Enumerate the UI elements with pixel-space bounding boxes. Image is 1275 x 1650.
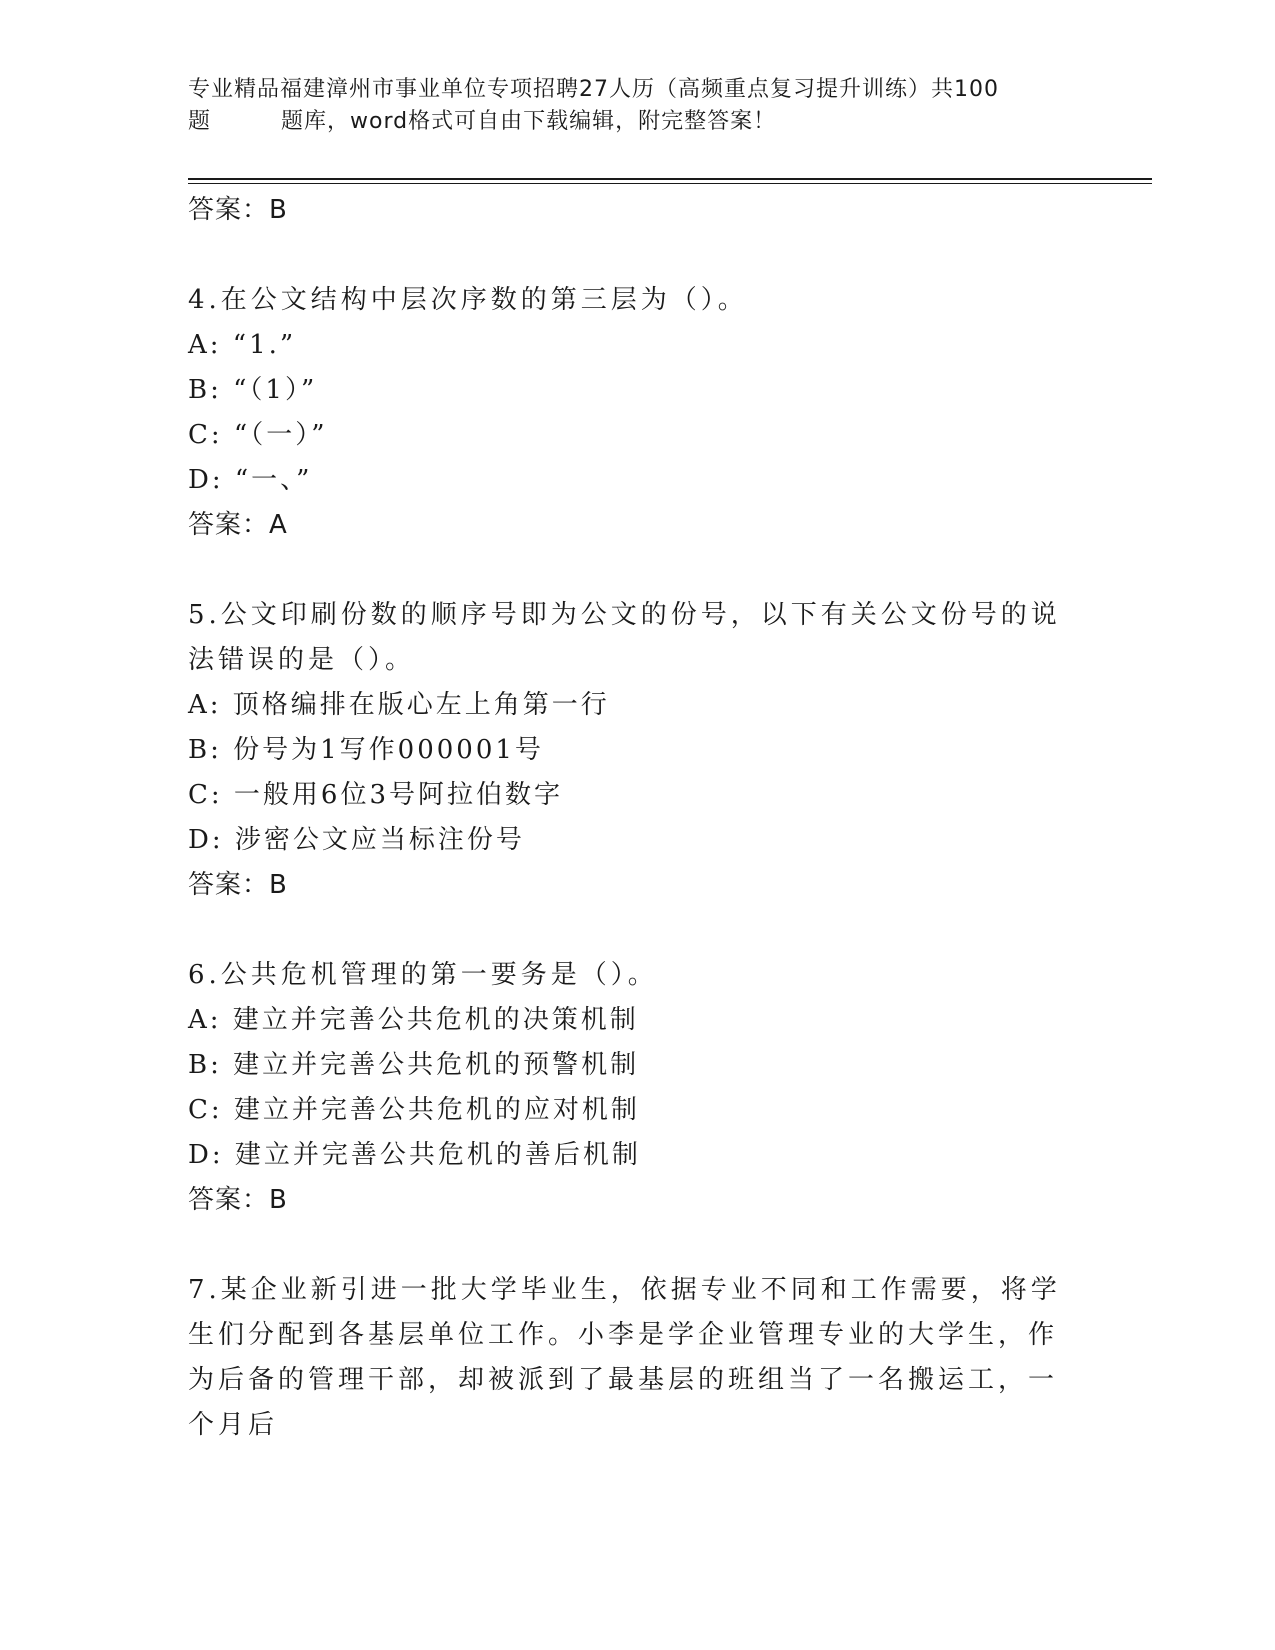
header-title-line-2-rest: 题库，word格式可自由下载编辑，附完整答案！ <box>281 109 777 134</box>
answer: 答案：B <box>188 870 288 900</box>
option-d: D: 建立并完善公共危机的善后机制 <box>188 1140 641 1170</box>
answer: 答案：B <box>188 1185 288 1215</box>
previous-answer: 答案：B <box>188 195 288 225</box>
question-list <box>188 188 1068 1448</box>
question-7 <box>188 1268 1068 1448</box>
question-6 <box>188 953 1068 1223</box>
header-title-line-2-start: 题 <box>188 109 212 134</box>
header-rule-thin <box>188 183 1152 184</box>
question-text: 6.公共危机管理的第一要务是（）。 <box>188 960 658 990</box>
document-header <box>188 74 1068 138</box>
question-5 <box>188 593 1068 908</box>
option-d: D: “一、” <box>188 465 313 495</box>
question-text: 5.公文印刷份数的顺序号即为公文的份号，以下有关公文份号的说法错误的是（）。 <box>188 600 1061 675</box>
option-a: A: 顶格编排在版心左上角第一行 <box>188 690 610 720</box>
option-a: A: “1.” <box>188 330 297 360</box>
option-c: C: 一般用6位3号阿拉伯数字 <box>188 780 564 810</box>
option-a: A: 建立并完善公共危机的决策机制 <box>188 1005 639 1035</box>
question-text: 7.某企业新引进一批大学毕业生，依据专业不同和工作需要，将学生们分配到各基层单位工作。小李是学企业管理专业的大学生，作为后备的管理干部，却被派到了最基层的班组当了一名搬运工，一个月后 <box>188 1275 1061 1440</box>
header-title-line-2 <box>188 106 1068 138</box>
option-d: D: 涉密公文应当标注份号 <box>188 825 525 855</box>
option-c: C: “（一）” <box>188 420 328 450</box>
option-b: B: 建立并完善公共危机的预警机制 <box>188 1050 640 1080</box>
question-4 <box>188 278 1068 548</box>
answer: 答案：A <box>188 510 288 540</box>
option-b: B: 份号为1写作000001号 <box>188 735 544 765</box>
header-title-line-1: 专业精品福建漳州市事业单位专项招聘27人历（高频重点复习提升训练）共100 <box>188 77 999 102</box>
option-c: C: 建立并完善公共危机的应对机制 <box>188 1095 640 1125</box>
option-b: B: “（1）” <box>188 375 318 405</box>
question-text: 4.在公文结构中层次序数的第三层为（）。 <box>188 285 748 315</box>
header-rule-thick <box>188 178 1152 180</box>
